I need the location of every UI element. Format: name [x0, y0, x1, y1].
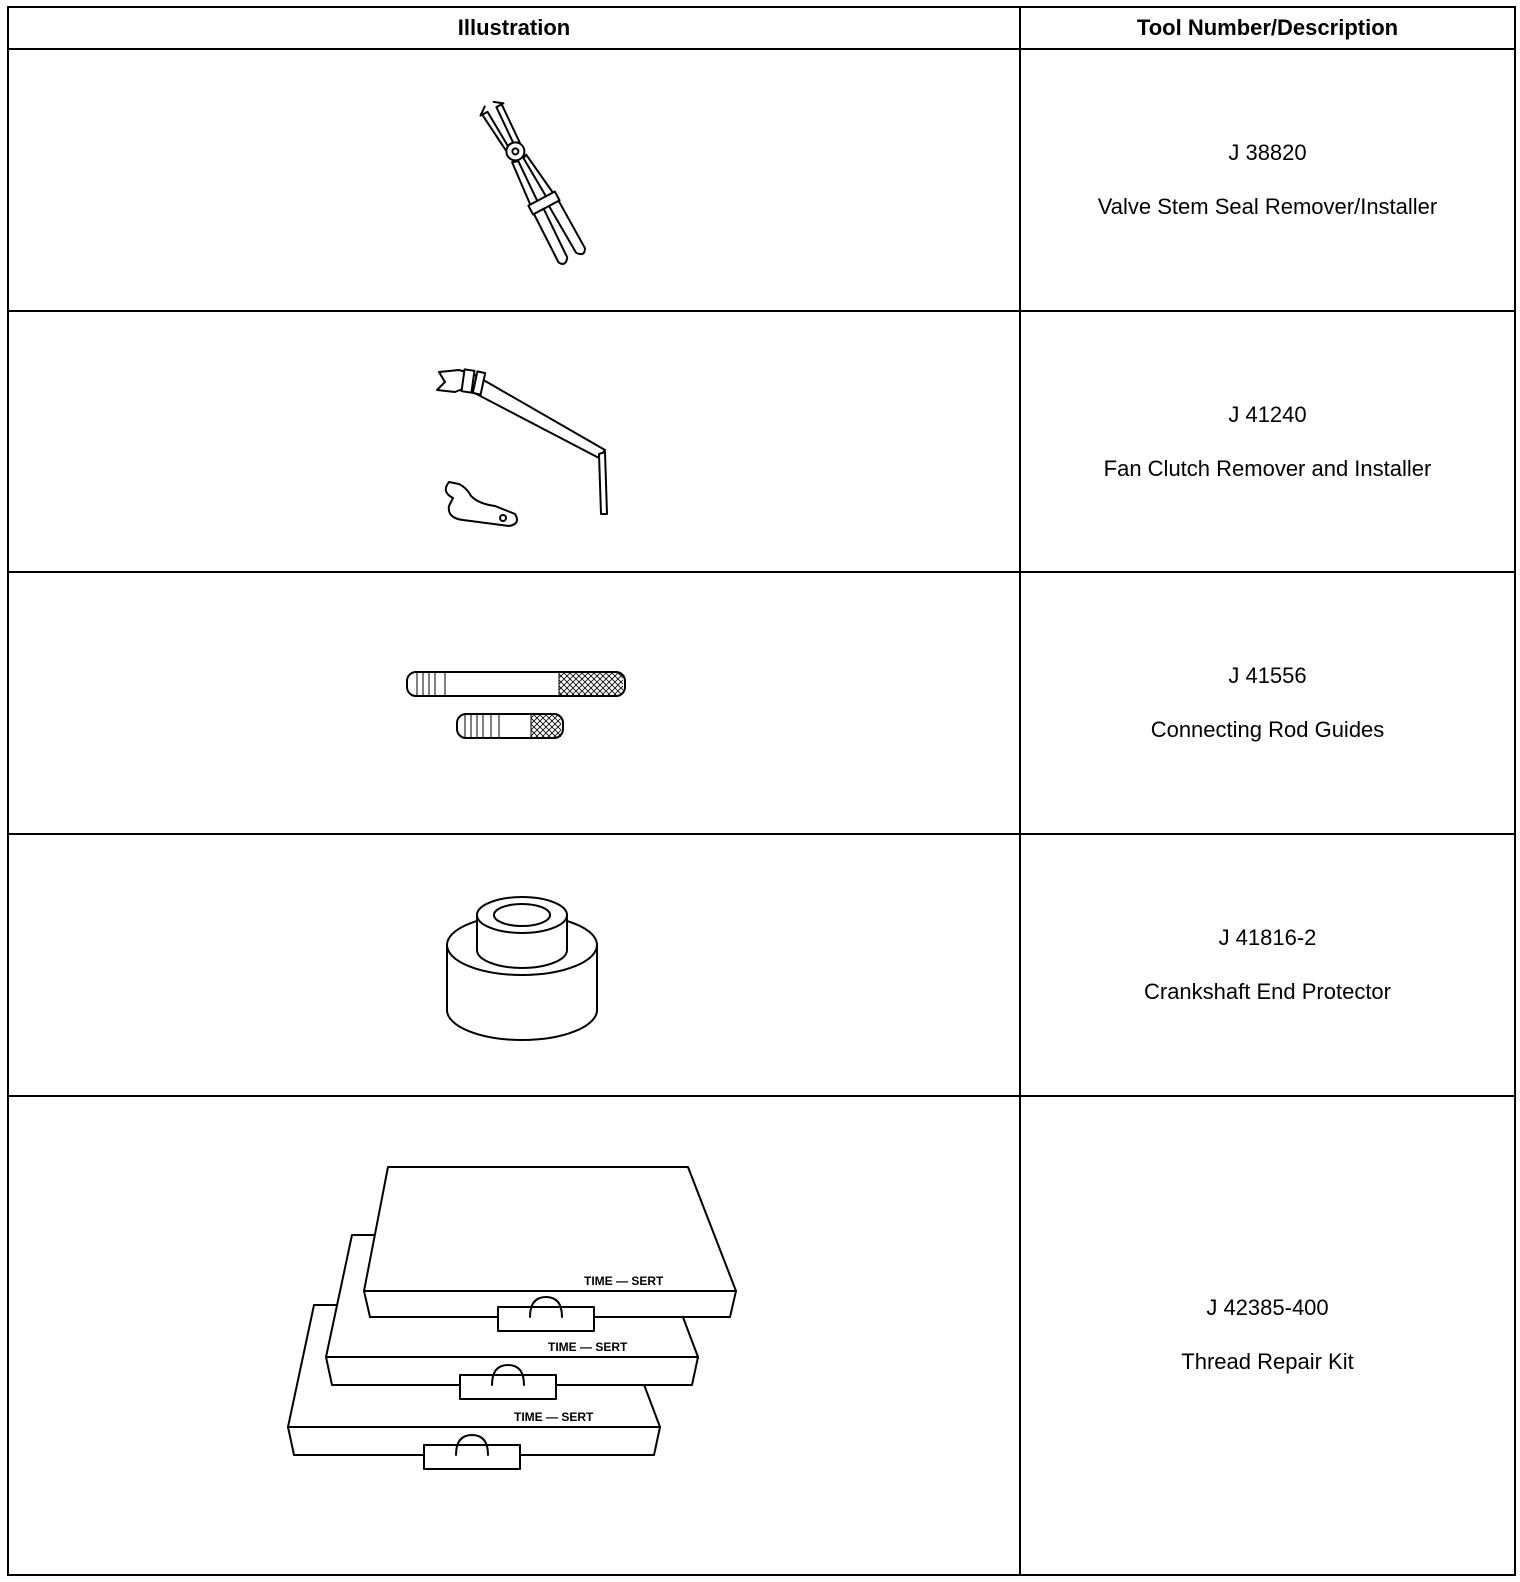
- tool-number: J 41240: [1228, 401, 1307, 427]
- tool-description: Connecting Rod Guides: [1150, 717, 1385, 743]
- kit-case-label: TIME — SERT: [584, 1274, 664, 1289]
- pliers-icon: [439, 80, 639, 280]
- tool-description-cell: [1020, 572, 1515, 834]
- tool-description-cell: [1020, 49, 1515, 311]
- tool-number: J 42385-400: [1206, 1295, 1329, 1321]
- tool-number: J 41556: [1228, 663, 1307, 689]
- kit-case-label: TIME — SERT: [548, 1340, 628, 1355]
- table-row: [8, 834, 1515, 1096]
- kit-case-top: [364, 1167, 736, 1331]
- illustration-cell: [8, 1096, 1020, 1575]
- table-row: [8, 311, 1515, 573]
- table-row: [8, 1096, 1515, 1575]
- fan-clutch-wrench-icon: [419, 342, 639, 542]
- header-illustration: Illustration: [8, 7, 1020, 49]
- header-tool-number-description: Tool Number/Description: [1020, 7, 1515, 49]
- table-row: [8, 49, 1515, 311]
- table-row: [8, 572, 1515, 834]
- illustration-cell: [8, 49, 1020, 311]
- tool-description: Valve Stem Seal Remover/Installer: [1097, 193, 1438, 219]
- tool-number: J 38820: [1228, 139, 1307, 165]
- tool-description-cell: [1020, 1096, 1515, 1575]
- tool-description: Crankshaft End Protector: [1143, 978, 1391, 1004]
- tool-description: Thread Repair Kit: [1181, 1349, 1354, 1375]
- illustration-cell: [8, 311, 1020, 573]
- rod-guides-icon: [399, 658, 639, 748]
- illustration-cell: [8, 834, 1020, 1096]
- tool-number: J 41816-2: [1218, 924, 1317, 950]
- special-tools-table: [7, 6, 1516, 1576]
- thread-repair-kit-icon: [284, 1165, 754, 1505]
- illustration-cell: [8, 572, 1020, 834]
- kit-case-label: TIME — SERT: [514, 1410, 594, 1425]
- tool-description: Fan Clutch Remover and Installer: [1103, 455, 1432, 481]
- tool-description-cell: [1020, 834, 1515, 1096]
- tool-description-cell: [1020, 311, 1515, 573]
- table-header-row: [8, 7, 1515, 49]
- crankshaft-protector-icon: [437, 880, 607, 1050]
